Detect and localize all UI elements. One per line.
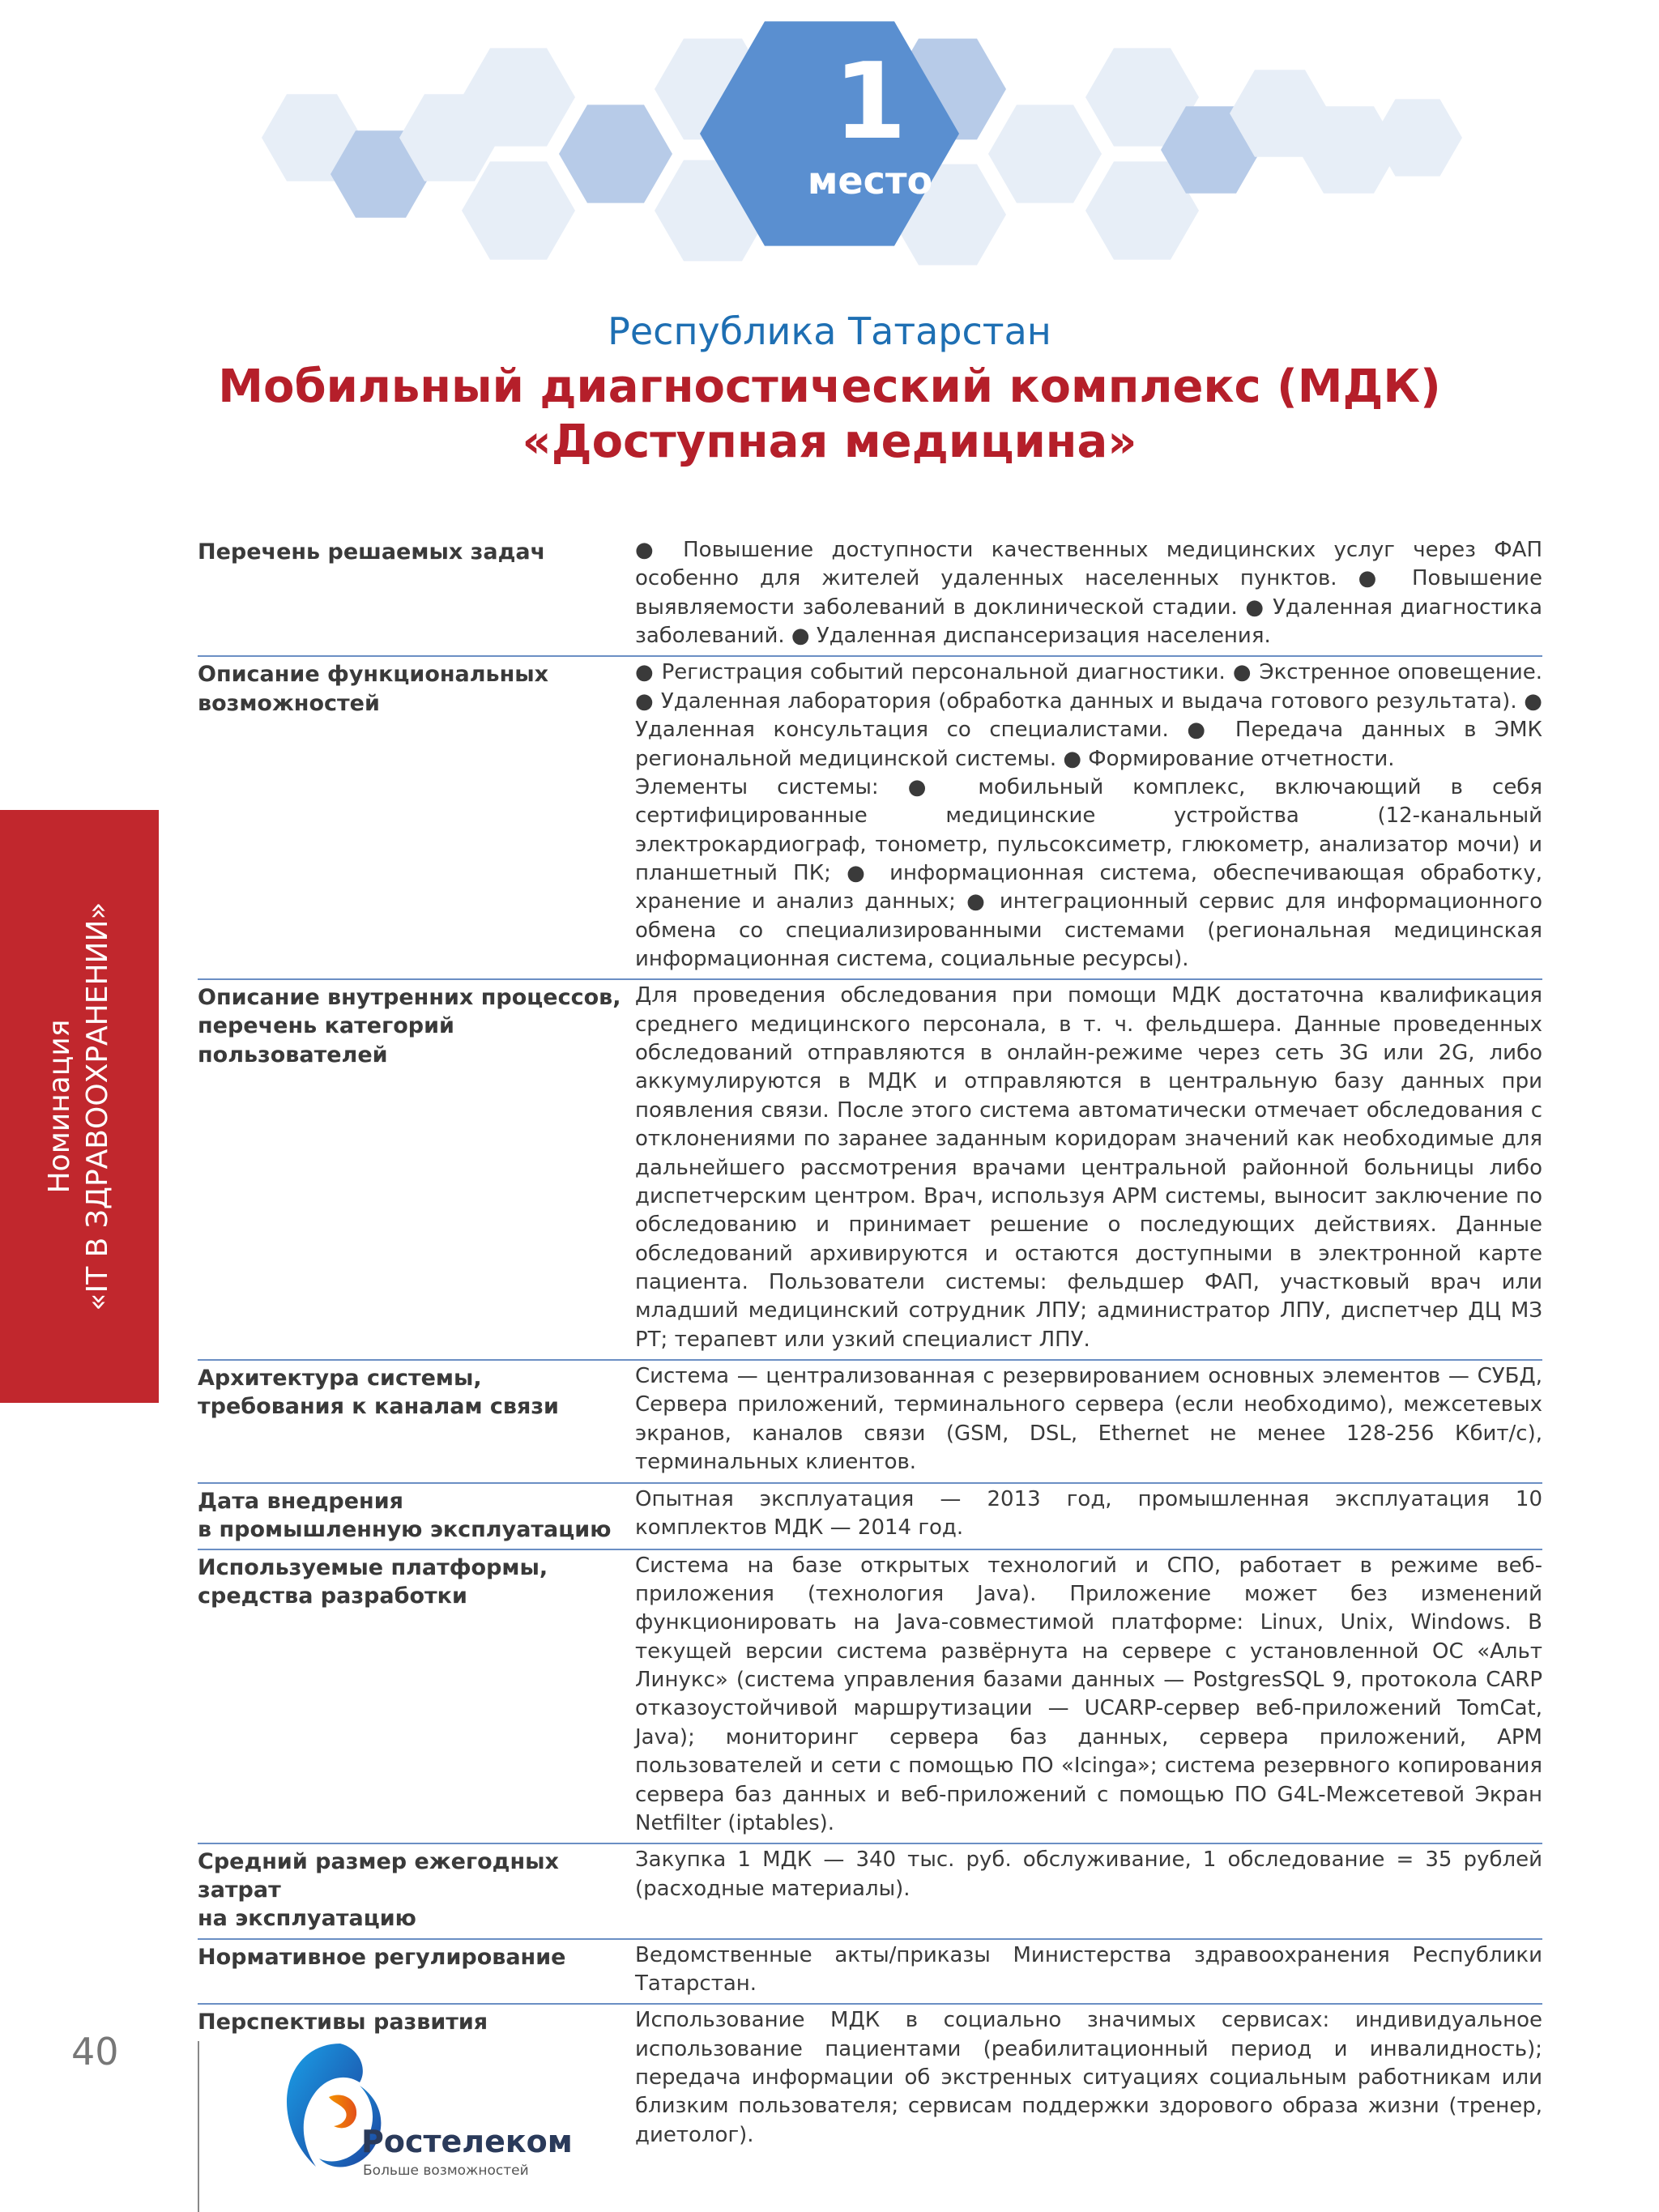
row-value-paragraph: Элементы системы: ● мобильный комплекс, включающий в себя сертифицированные медицинские устройства (12-канальный электрокардиограф, тонометр, пульсоксиметр, глюкометр, анализатор мочи) и планшетный ПК; ● информационная система, обеспечивающая обработку, хранение и анализ данных; ● интеграционный сервис для информационного обмена со специализированными системами (региональная медицинская информационная система, социальные ресурсы). — [635, 774, 1542, 972]
row-label-line: Используемые платформы, — [198, 1554, 548, 1580]
row-value-paragraph: ● Регистрация событий персональной диагностики. ● Экстренное оповещение. ● Удаленная лаборатория (обработка данных и выдача готового результата). ● Удаленная консультация со специалистами. ● Передача данных в ЭМК региональной медицинской системы. ● Формирование отчетности. — [635, 660, 1542, 771]
row-value — [627, 1485, 1542, 1544]
row-value — [627, 658, 1542, 974]
row-label-line: Нормативное регулирование — [198, 1944, 566, 1970]
nomination-tab — [0, 810, 159, 1403]
row-label-line: Описание функциональных — [198, 662, 549, 688]
row-label-line: Перспективы развития — [198, 2010, 488, 2035]
row-label — [198, 1485, 627, 1544]
row-label-line: Перечень решаемых задач — [198, 539, 546, 565]
row-label-line: Дата внедрения — [198, 1488, 403, 1514]
table-row — [198, 1484, 1542, 1550]
row-label — [198, 658, 627, 974]
logo-slogan: Больше возможностей — [363, 2163, 529, 2179]
title-line-1: Мобильный диагностический комплекс (МДК) — [218, 360, 1441, 413]
table-row — [198, 1361, 1542, 1483]
row-label-line: в промышленную эксплуатацию — [198, 1516, 612, 1542]
row-value-paragraph: Ведомственные акты/приказы Министерства здравоохранения Республики Татарстан. — [635, 1942, 1542, 1996]
row-value — [627, 1846, 1542, 1933]
title-line-2: «Доступная медицина» — [522, 416, 1137, 469]
logo-name: Ростелеком — [361, 2124, 573, 2159]
row-label-line: на эксплуатацию — [198, 1906, 416, 1932]
place-number: 1 — [833, 40, 907, 163]
row-value — [627, 536, 1542, 650]
row-value-paragraph: Для проведения обследования при помощи МДК достаточна квалификация среднего медицинского персонала, в т. ч. фельдшера. Данные проведенных обследований отправляются в онлайн-режиме через сеть 3G или 2G, либо аккумулируются в МДК и отправляются в центральную базу данных при появления связи. После этого система автоматически отмечает обследования с отклонениями по заранее заданным коридорам значений как необходимые для дальнейшего рассмотрения врачами центральной районной больницы либо диспетчерским центром. Врач, используя АРМ системы, выносит заключение по обследованию и принимает решение о последующих действиях. Данные обследований архивируются и остаются доступными в электронной карте пациента. Пользователи системы: фельдшер ФАП, участковый врач или младший медицинский сотрудник ЛПУ; администратор ЛПУ, диспетчер ДЦ МЗ РТ; терапевт или узкий специалист ЛПУ. — [635, 983, 1542, 1352]
page-number: 40 — [71, 2030, 119, 2073]
row-value — [627, 1552, 1542, 1839]
row-label — [198, 1552, 627, 1839]
row-label — [198, 1941, 627, 1999]
row-value-paragraph: ● Повышение доступности качественных медицинских услуг через ФАП особенно для жителей удаленных населенных пунктов. ● Повышение выявляемости заболеваний в доклинической стадии. ● Удаленная диагностика заболеваний. ● Удаленная диспансеризация населения. — [635, 538, 1542, 649]
page-title — [0, 360, 1659, 471]
table-row — [198, 1550, 1542, 1845]
table-row — [198, 657, 1542, 980]
row-label — [198, 1846, 627, 1933]
row-label-line: средства разработки — [198, 1583, 467, 1609]
region-name: Республика Татарстан — [608, 309, 1051, 353]
nomination-line-2: «IT В ЗДРАВООХРАНЕНИИ» — [81, 901, 114, 1311]
row-label — [198, 982, 627, 1354]
hexagon-shape — [988, 104, 1102, 202]
row-value-paragraph: Система — централизованная с резервированием основных элементов — СУБД, Сервера приложений, терминального сервера (если необходимо), межсетевых экранов, каналов связи (GSM, DSL, Ethernet не менее 128-256 Кбит/с), терминальных клиентов. — [635, 1364, 1542, 1475]
row-label-line: Описание внутренних процессов, — [198, 985, 621, 1011]
row-value — [627, 982, 1542, 1354]
footer-divider — [198, 2041, 199, 2212]
hexagon-shape — [559, 104, 672, 202]
row-label-line: возможностей — [198, 690, 380, 716]
row-value-paragraph: Использование МДК в социально значимых сервисах: индивидуальное использование пациентами (реабилитационный период и инвалидность); передача информации об экстренных ситуациях социальным работникам или близким пользователя; сервисам поддержки здорового образа жизни (тренер, диетолог). — [635, 2008, 1542, 2147]
row-value — [627, 1941, 1542, 1999]
table-row — [198, 1844, 1542, 1939]
row-label-line: Средний размер ежегодных затрат — [198, 1849, 559, 1903]
row-label-line: перечень категорий — [198, 1013, 454, 1039]
hexagon-shape — [462, 161, 575, 259]
nomination-line-1: Номинация — [43, 1019, 77, 1194]
row-label-line: требования к каналам связи — [198, 1394, 559, 1420]
row-value-paragraph: Система на базе открытых технологий и СПО, работает в режиме веб-приложения (технология Java). Приложение может без изменений функционировать на Java-совместимой платформе: Linux, Unix, Windows. В текущей версии система развёрнута на сервере с установленной ОС «Альт Линукс» (система управления базами данных — PostgresSQL 9, протокола CARP отказоустойчивой маршрутизации — UCARP-сервер веб-приложений TomCat, Java); мониторинг сервера баз данных, сервера приложений, АРМ пользователей и сети с помощью ПО «Icinga»; система резервного копирования сервера баз данных и веб-приложений с помощью ПО G4L-Межсетевой Экран Netfilter (iptables). — [635, 1553, 1542, 1835]
info-table — [198, 535, 1542, 2154]
row-label-line: пользователей — [198, 1042, 388, 1068]
row-value-paragraph: Опытная эксплуатация — 2013 год, промышленная эксплуатация 10 комплектов МДК — 2014 год. — [635, 1486, 1542, 1540]
row-label — [198, 536, 627, 650]
nomination-text — [41, 815, 117, 1398]
table-row — [198, 980, 1542, 1361]
row-label-line: Архитектура системы, — [198, 1366, 482, 1392]
row-value — [627, 2006, 1542, 2150]
row-value — [627, 1362, 1542, 1477]
row-value-paragraph: Закупка 1 МДК — 340 тыс. руб. обслуживание, 1 обследование = 35 рублей (расходные материалы). — [635, 1848, 1542, 1901]
table-row — [198, 1940, 1542, 2005]
place-label: место — [807, 159, 933, 202]
table-row — [198, 535, 1542, 657]
row-label — [198, 1362, 627, 1477]
